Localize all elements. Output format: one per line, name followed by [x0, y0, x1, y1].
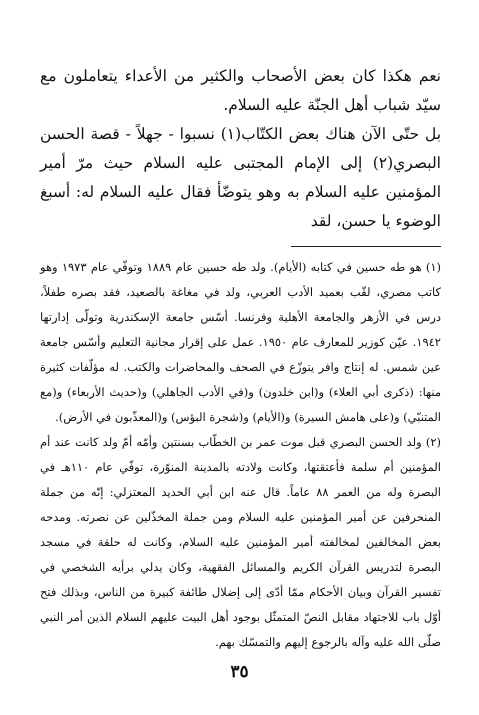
main-text	[40, 62, 441, 236]
main-paragraph-2: بل حتّى الآن هناك بعض الكتّاب(١) نسبوا - جهلاً - قصة الحسن البصري(٢) إلى الإمام المجتبى عليه السلام حيث مرّ أمير المؤمنين عليه السلام به وهو يتوضّأ فقال عليه السلام له: أسبغ الوضوء يا حسن، لقد	[40, 125, 442, 230]
footnote-separator	[291, 246, 441, 247]
footnotes	[40, 255, 441, 655]
footnote-1: (١) هو طه حسين في كتابه (الأيام). ولد طه حسين عام ١٨٨٩ وتوفّي عام ١٩٧٣ وهو كاتب مصري، لقّب بعميد الأدب العربي، ولد في مغاغة بالصعيد، فقد بصره طفلاً، درس في الأزهر والجامعة الأهلية وفرنسا. أسّس جامعة الإسكندرية وتولّى إدارتها ١٩٤٢. عيّن كوزير للمعارف عام ١٩٥٠. عمل على إقرار مجانية التعليم وأسّس جامعة عين شمس. له إنتاج وافر يتوزّع في الصحف والمحاضرات والكتب. له مؤلّفات كثيرة منها: (ذكرى أبي العلاء) و(ابن خلدون) و(في الأدب الجاهلي) و(حديث الأربعاء) و(مع المتنبّي) و(على هامش السيرة) و(الأيام) و(شجرة البؤس) و(المعذّبون في الأرض).	[40, 260, 441, 424]
footnote-2: (٢) ولد الحسن البصري قبل موت عمر بن الخطّاب بسنتين وأمّه أمّ ولد كانت عند أم المؤمنين أم سلمة فأعتقتها، وكانت ولادته بالمدينة المنوّرة، توفّي عام ١١٠هـ في البصرة وله من العمر ٨٨ عاماً. قال عنه ابن أبي الحديد المعتزلي: إنّه من جملة المنحرفين عن أمير المؤمنين عليه السلام ومن جملة المخذّلين عن نصرته. ومدحه بعض المخالفين لمخالفته أمير المؤمنين عليه السلام، وكانت له حلقة في مسجد البصرة لتدريس القرآن الكريم والمسائل الفقهية، وكان يدلي برأيه الشخصي في تفسير القرآن وبيان الأحكام ممّا أدّى إلى إضلال طائفة كبيرة من الناس، وبذلك فتح أوّل باب للاجتهاد مقابل النصّ المتمثّل بوجود أهل البيت عليهم السلام الذين أمر النبي صلّى الله عليه وآله بالرجوع إليهم والتمسّك بهم.	[40, 435, 441, 649]
main-paragraph-1: نعم هكذا كان بعض الأصحاب والكثير من الأعداء يتعاملون مع سيّد شباب أهل الجنّة عليه السلام.	[40, 67, 441, 114]
page-number: ٣٥	[230, 662, 249, 682]
